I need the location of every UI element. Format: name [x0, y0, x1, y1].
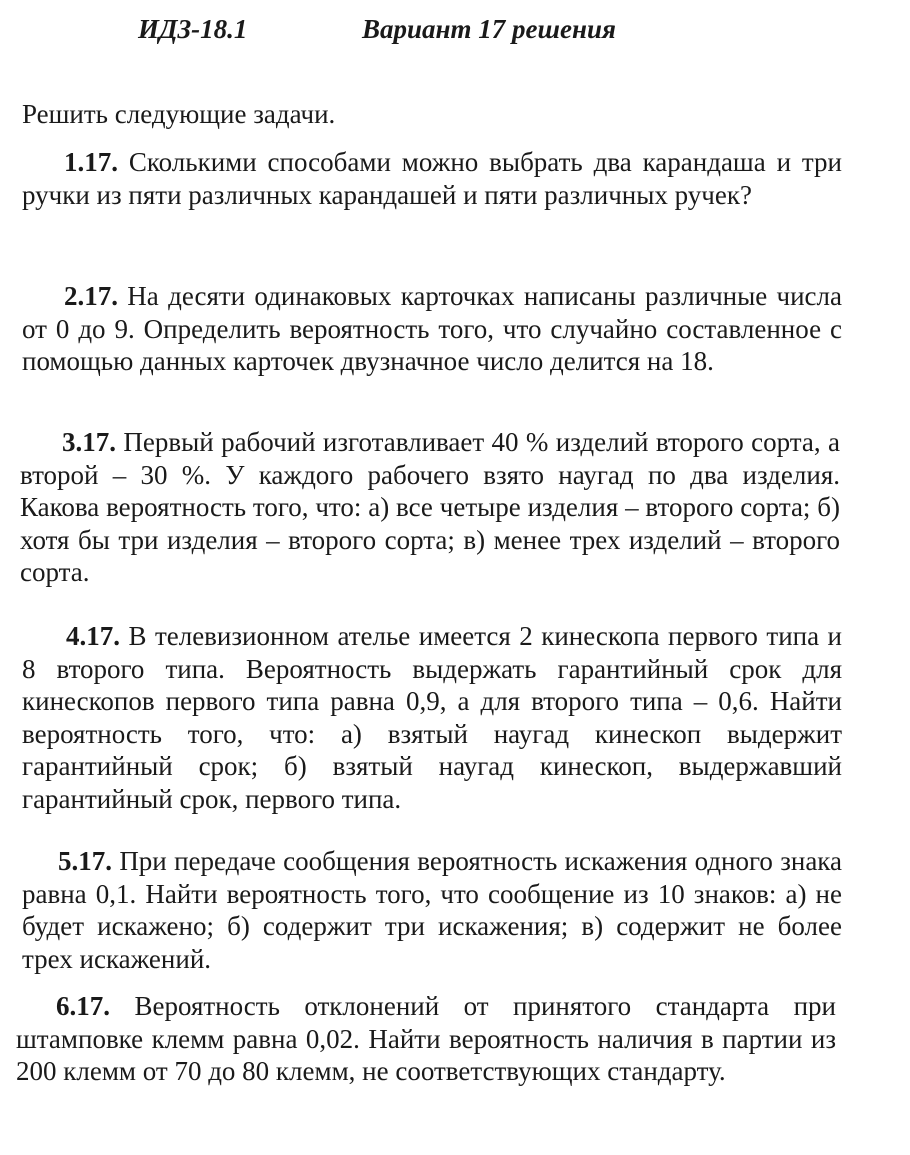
problem-number: 2.17.	[64, 281, 118, 311]
problem-text: Сколькими способами можно выбрать два карандаша и три ручки из пяти различных карандашей и пяти различных ручек?	[22, 147, 842, 210]
problem-number: 6.17.	[56, 991, 110, 1021]
problem-4	[22, 620, 842, 815]
problem-number: 3.17.	[62, 427, 116, 457]
variant-title: Вариант 17 решения	[362, 14, 616, 44]
problem-number: 4.17.	[66, 621, 120, 651]
problem-text: В телевизионном ателье имеется 2 кинескопа первого типа и 8 второго типа. Вероятность выдержать гарантийный срок для кинескопов первого типа равна 0,9, а для второго типа – 0,6. Найти вероятность того, что: а) взятый наугад кинескоп выдержит гарантийный срок; б) взятый наугад кинескоп, выдержавший гарантийный срок, первого типа.	[22, 621, 842, 814]
problem-text: Вероятность отклонений от принятого стандарта при штамповке клемм равна 0,02. Найти вероятность наличия в партии из 200 клемм от 70 до 80 клемм, не соответствующих стандарту.	[16, 991, 836, 1086]
problem-3	[20, 426, 840, 589]
problem-2	[22, 280, 842, 378]
problem-6	[16, 990, 836, 1088]
problem-text: На десяти одинаковых карточках написаны различные числа от 0 до 9. Определить вероятность того, что случайно составленное с помощью данных карточек двузначное число делится на 18.	[22, 281, 842, 376]
assignment-code: ИДЗ-18.1	[138, 14, 248, 44]
problem-1	[22, 146, 842, 211]
document-header	[0, 14, 910, 54]
problem-text: При передаче сообщения вероятность искажения одного знака равна 0,1. Найти вероятность того, что сообщение из 10 знаков: а) не будет искажено; б) содержит три искажения; в) содержит не более трех искажений.	[22, 846, 842, 974]
intro-text: Решить следующие задачи.	[22, 99, 336, 129]
problem-5	[22, 845, 842, 975]
problem-number: 5.17.	[58, 846, 112, 876]
problem-text: Первый рабочий изготавливает 40 % изделий второго сорта, а второй – 30 %. У каждого рабочего взято наугад по два изделия. Какова вероятность того, что: а) все четыре изделия – второго сорта; б) хотя бы три изделия – второго сорта; в) менее трех изделий – второго сорта.	[20, 427, 840, 587]
problem-number: 1.17.	[64, 147, 118, 177]
